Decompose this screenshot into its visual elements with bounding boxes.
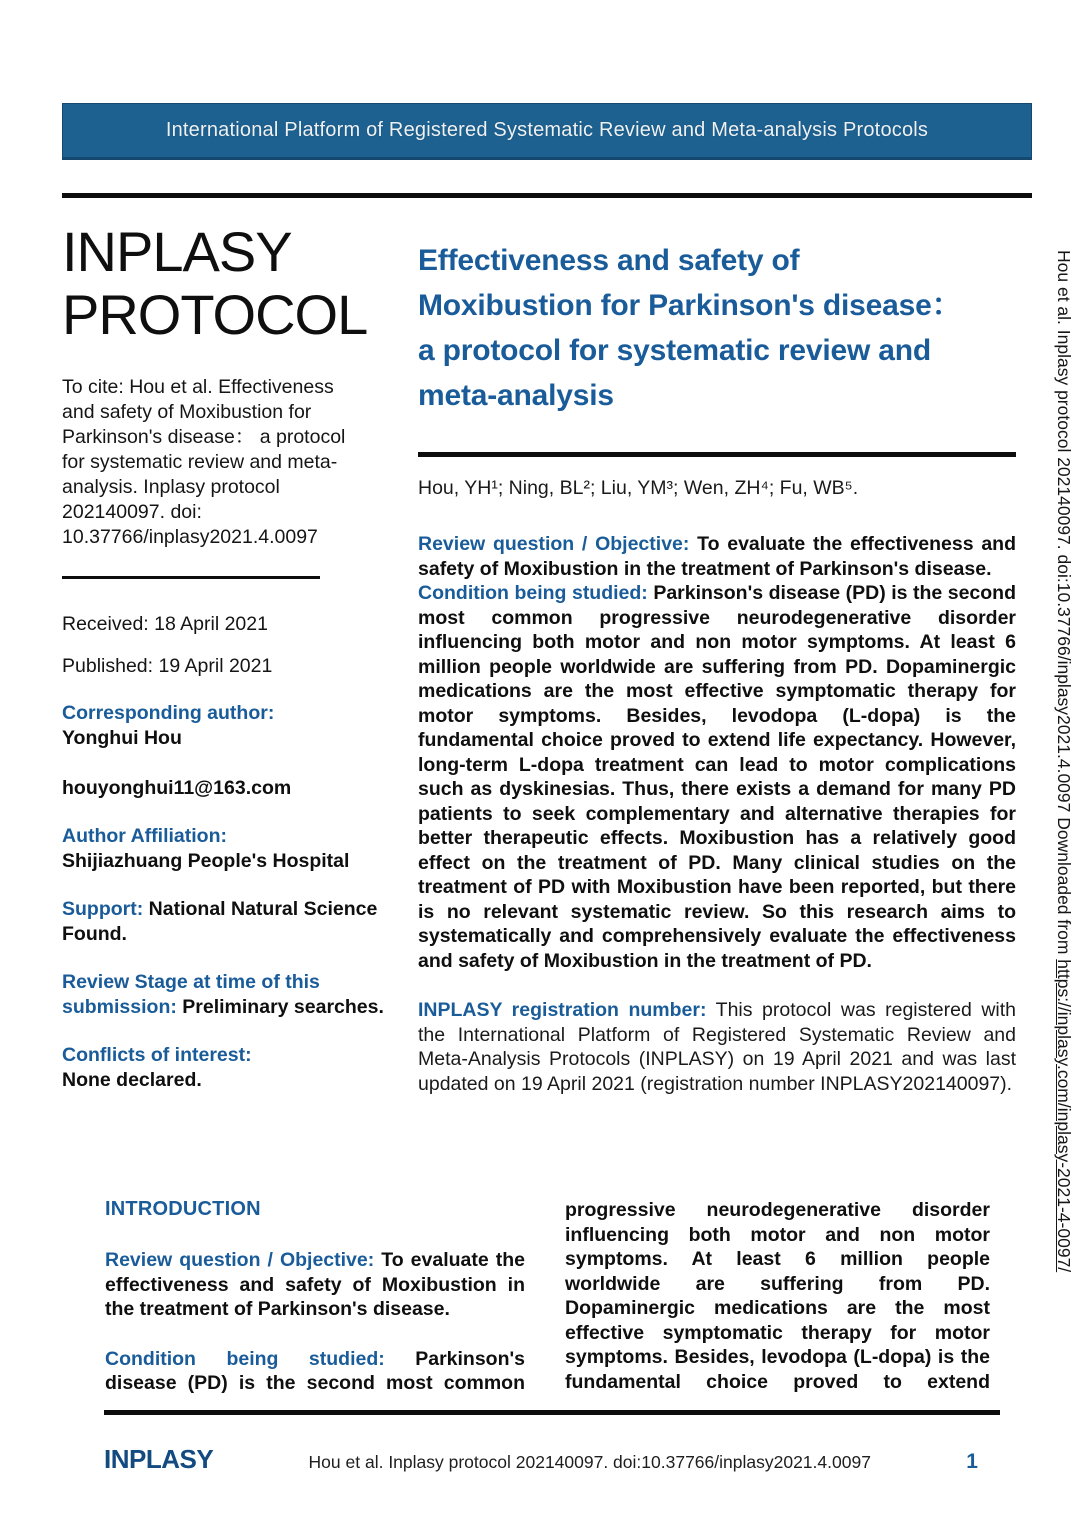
introduction-left-column xyxy=(105,1198,525,1396)
received-date: Received: 18 April 2021 xyxy=(62,613,268,635)
review-question-label: Review question / Objective: xyxy=(418,533,690,555)
review-stage-block xyxy=(62,970,384,1020)
review-question-paragraph xyxy=(418,532,1016,581)
title-divider xyxy=(418,452,1016,457)
footer-divider xyxy=(104,1410,1000,1415)
review-question-text: To evaluate the effectiveness and safety of Moxibustion in the treatment of Parkinson's disease. xyxy=(418,533,1016,580)
masthead-line-1: INPLASY xyxy=(62,220,292,283)
abstract-block xyxy=(418,532,1016,1096)
condition-label: Condition being studied: xyxy=(418,582,648,604)
page-number: 1 xyxy=(966,1450,978,1473)
intro-review-question-label: Review question / Objective: xyxy=(105,1249,375,1271)
cite-note: To cite: Hou et al. Effectiveness and safety of Moxibustion for Parkinson's disease： a protocol for systematic review and meta-analysis. Inplasy protocol 202140097. doi: 10.37766/inplasy2021.4.0097 xyxy=(62,376,346,548)
affiliation-label: Author Affiliation: xyxy=(62,825,227,847)
support-label: Support: xyxy=(62,898,144,920)
intro-condition-text-left: Parkinson's disease (PD) is the second most common xyxy=(105,1347,525,1394)
left-column xyxy=(62,220,384,1093)
corresponding-email: houyonghui11@163.com xyxy=(62,777,292,799)
review-stage-value: Preliminary searches. xyxy=(176,996,384,1018)
published-date: Published: 19 April 2021 xyxy=(62,655,273,677)
corresponding-author-name: Yonghui Hou xyxy=(62,727,182,749)
sidebar-download-link[interactable]: https://inplasy.com/inplasy-2021-4-0097/ xyxy=(1054,959,1074,1273)
conflicts-block xyxy=(62,1043,384,1093)
intro-condition-text-right: progressive neurodegenerative disorder influencing both motor and non motor symptoms. At least 6 million people worldwide are suffering from PD. Dopaminergic medications are the most effective symptomatic therapy for motor symptoms. Besides, levodopa (L-dopa) is the fundamental choice proved to extend xyxy=(565,1199,990,1393)
registration-paragraph xyxy=(418,998,1016,1096)
corresponding-author-block xyxy=(62,701,384,751)
registration-label: INPLASY registration number: xyxy=(418,999,707,1021)
footer-citation: Hou et al. Inplasy protocol 202140097. doi:10.37766/inplasy2021.4.0097 xyxy=(308,1452,871,1472)
sidebar-citation-text: Hou et al. Inplasy protocol 202140097. doi:10.37766/inplasy2021.4.0097 Downloaded from xyxy=(1054,250,1074,960)
support-block xyxy=(62,897,384,947)
corresponding-author-label: Corresponding author: xyxy=(62,702,275,724)
sidebar-citation xyxy=(1053,250,1074,1272)
intro-review-question-text: To evaluate the effectiveness and safety of Moxibustion in the treatment of Parkinson's disease. xyxy=(105,1249,525,1320)
masthead-title xyxy=(62,220,384,346)
top-divider xyxy=(62,193,1032,198)
banner-title: International Platform of Registered Systematic Review and Meta-analysis Protocols xyxy=(165,119,929,141)
intro-condition-label: Condition being studied: xyxy=(105,1347,385,1370)
right-column xyxy=(418,238,1016,1096)
introduction-right-column xyxy=(565,1198,990,1396)
footer xyxy=(104,1444,1000,1475)
conflicts-value: None declared. xyxy=(62,1069,202,1091)
intro-review-question-paragraph xyxy=(105,1248,525,1322)
introduction-section xyxy=(105,1198,990,1396)
condition-text: Parkinson's disease (PD) is the second most common progressive neurodegenerative disorder influencing both motor and non motor symptoms. At least 6 million people worldwide are suffering from PD. Dopaminergic medications are the most effective symptomatic therapy for motor symptoms. Besides, levodopa (L-dopa) is the fundamental choice proved to extend life expectancy. However, long-term L-dopa treatment can lead to motor complications such as dyskinesias. Thus, there exists a demand for many PD patients to seek complementary and alternative therapies for better therapeutic effects. Moxibustion has a relatively good effect on the treatment of PD. Many clinical studies on the treatment of PD with Moxibustion have been reported, but there is no relevant systematic review. So this research aims to systematically and comprehensively evaluate the effectiveness and safety of Moxibustion in the treatment of PD. xyxy=(418,582,1016,972)
article-title: Effectiveness and safety of Moxibustion for Parkinson's disease： a protocol for systematic review and meta-analysis xyxy=(418,244,962,412)
conflicts-label: Conflicts of interest: xyxy=(62,1044,252,1066)
condition-paragraph xyxy=(418,581,1016,973)
registration-text: This protocol was registered with the International Platform of Registered Systematic Review and Meta-Analysis Protocols (INPLASY) on 19 April 2021 and was last updated on 19 April 2021 (registration number INPLASY202140097). xyxy=(418,999,1017,1095)
review-stage-label: Review Stage at time of this submission: xyxy=(62,971,320,1018)
footer-logo: INPLASY xyxy=(104,1444,214,1474)
masthead-line-2: PROTOCOL xyxy=(62,283,368,346)
introduction-heading: INTRODUCTION xyxy=(105,1198,261,1220)
affiliation-block xyxy=(62,824,384,874)
header-banner xyxy=(62,103,1032,160)
cite-divider xyxy=(62,576,320,579)
affiliation-value: Shijiazhuang People's Hospital xyxy=(62,850,350,872)
intro-condition-paragraph xyxy=(105,1347,525,1396)
support-value: National Natural Science Found. xyxy=(62,898,378,945)
authors-line: Hou, YH¹; Ning, BL²; Liu, YM³; Wen, ZH⁴; Fu, WB⁵. xyxy=(418,477,859,499)
